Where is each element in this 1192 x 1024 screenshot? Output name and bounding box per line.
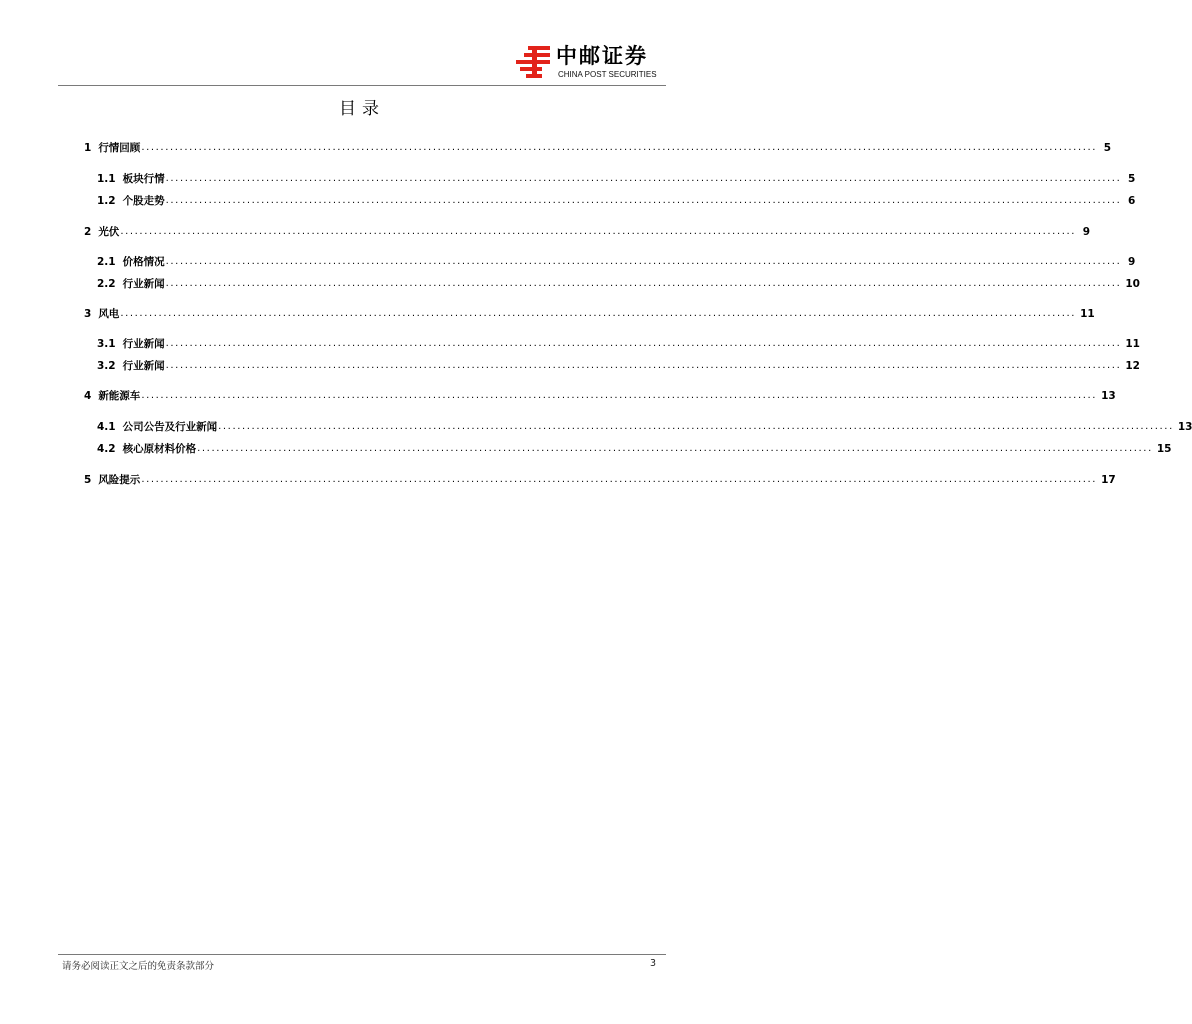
toc-entry-label — [97, 277, 166, 291]
toc-entry[interactable] — [84, 139, 1112, 155]
toc-entry[interactable] — [97, 253, 1136, 269]
toc-leader-dots: ........................................................................................................................................................................................................ — [165, 195, 1122, 206]
toc-entry-page: 17 — [1101, 474, 1116, 486]
toc-entry-number: 2 — [84, 226, 92, 238]
toc-leader-dots: ........................................................................................................................................................................................................ — [165, 173, 1122, 184]
toc-entry[interactable] — [84, 223, 1091, 239]
toc-entry[interactable] — [97, 192, 1136, 208]
toc-entry-number: 3.2 — [97, 360, 116, 372]
toc-leader-dots: ........................................................................................................................................................................................................ — [165, 278, 1122, 289]
toc-entry[interactable] — [97, 170, 1136, 186]
toc-entry-number: 3 — [84, 308, 92, 320]
toc-entry-label — [97, 337, 166, 351]
toc-entry-number: 3.1 — [97, 338, 116, 350]
page-number: 3 — [649, 958, 656, 969]
toc-entry[interactable] — [84, 471, 1116, 487]
toc-entry-page: 12 — [1125, 360, 1140, 372]
brand-name-cn: 中邮证券 — [556, 44, 648, 68]
toc-entry-title: 光伏 — [98, 226, 120, 238]
toc-entry-page: 5 — [1103, 142, 1112, 154]
toc-entry-page: 15 — [1156, 443, 1172, 455]
toc-entry[interactable] — [84, 387, 1116, 403]
toc-entry-label — [84, 473, 141, 487]
toc-entry-label — [84, 307, 120, 321]
toc-leader-dots: ........................................................................................................................................................................................................ — [218, 421, 1174, 432]
toc-leader-dots: ........................................................................................................................................................................................................ — [165, 338, 1122, 349]
toc-entry-label — [97, 194, 166, 208]
toc-entry-page: 11 — [1080, 308, 1095, 320]
toc-entry-page: 9 — [1082, 226, 1091, 238]
toc-entry[interactable] — [97, 440, 1172, 456]
page-title: 目录 — [339, 99, 385, 119]
toc-entry-label — [97, 359, 166, 373]
toc-entry-label — [84, 389, 141, 403]
toc-entry-number: 2.1 — [97, 256, 116, 268]
toc-entry-number: 2.2 — [97, 278, 116, 290]
toc-entry-page: 10 — [1125, 278, 1140, 290]
toc-entry-title: 新能源车 — [98, 390, 141, 402]
toc-entry-label — [84, 141, 141, 155]
toc-entry-number: 4 — [84, 390, 92, 402]
toc-entry-title: 行业新闻 — [122, 338, 165, 350]
brand-name-en: CHINA POST SECURITIES — [558, 70, 657, 79]
toc-leader-dots: ........................................................................................................................................................................................................ — [141, 390, 1098, 401]
toc-entry-page: 9 — [1128, 256, 1136, 268]
toc-entry-page: 13 — [1101, 390, 1116, 402]
toc-entry-title: 行业新闻 — [122, 278, 165, 290]
toc-entry[interactable] — [97, 357, 1140, 373]
toc-entry[interactable] — [97, 275, 1140, 291]
china-post-logo-icon — [514, 44, 554, 82]
toc-entry-label — [97, 255, 166, 269]
toc-entry-number: 4.1 — [97, 421, 116, 433]
toc-leader-dots: ........................................................................................................................................................................................................ — [120, 308, 1077, 319]
toc-entry-title: 风电 — [98, 308, 120, 320]
disclaimer-text: 请务必阅读正文之后的免责条款部分 — [62, 961, 215, 972]
toc-entry-label — [97, 442, 197, 456]
toc-entry-number: 1.1 — [97, 173, 116, 185]
toc-entry[interactable] — [97, 335, 1140, 351]
company-logo — [514, 44, 666, 82]
toc-entry-number: 5 — [84, 474, 92, 486]
toc-entry-page: 5 — [1128, 173, 1136, 185]
toc-leader-dots: ........................................................................................................................................................................................................ — [120, 226, 1077, 237]
toc-entry-title: 个股走势 — [122, 195, 165, 207]
toc-entry[interactable] — [84, 305, 1095, 321]
toc-entry-title: 风险提示 — [98, 474, 141, 486]
toc-entry-label — [97, 420, 218, 434]
toc-entry-page: 11 — [1125, 338, 1140, 350]
toc-entry-page: 6 — [1128, 195, 1136, 207]
toc-leader-dots: ........................................................................................................................................................................................................ — [165, 360, 1122, 371]
toc-leader-dots: ........................................................................................................................................................................................................ — [165, 256, 1122, 267]
toc-entry-label — [84, 225, 120, 239]
toc-entry-page: 13 — [1177, 421, 1192, 433]
toc-entry-title: 行情回顾 — [98, 142, 141, 154]
toc-entry-number: 1.2 — [97, 195, 116, 207]
toc-leader-dots: ........................................................................................................................................................................................................ — [197, 443, 1153, 454]
toc-entry-title: 行业新闻 — [122, 360, 165, 372]
toc-entry-label — [97, 172, 166, 186]
toc-entry-title: 公司公告及行业新闻 — [122, 421, 218, 433]
toc-leader-dots: ........................................................................................................................................................................................................ — [141, 474, 1098, 485]
toc-entry-number: 4.2 — [97, 443, 116, 455]
toc-entry-number: 1 — [84, 142, 92, 154]
toc-entry[interactable] — [97, 418, 1192, 434]
toc-entry-title: 价格情况 — [122, 256, 165, 268]
toc-leader-dots: ........................................................................................................................................................................................................ — [141, 142, 1098, 153]
toc-entry-title: 核心原材料价格 — [122, 443, 197, 455]
page-header — [58, 40, 666, 86]
toc-entry-title: 板块行情 — [122, 173, 165, 185]
page-footer — [58, 954, 666, 975]
